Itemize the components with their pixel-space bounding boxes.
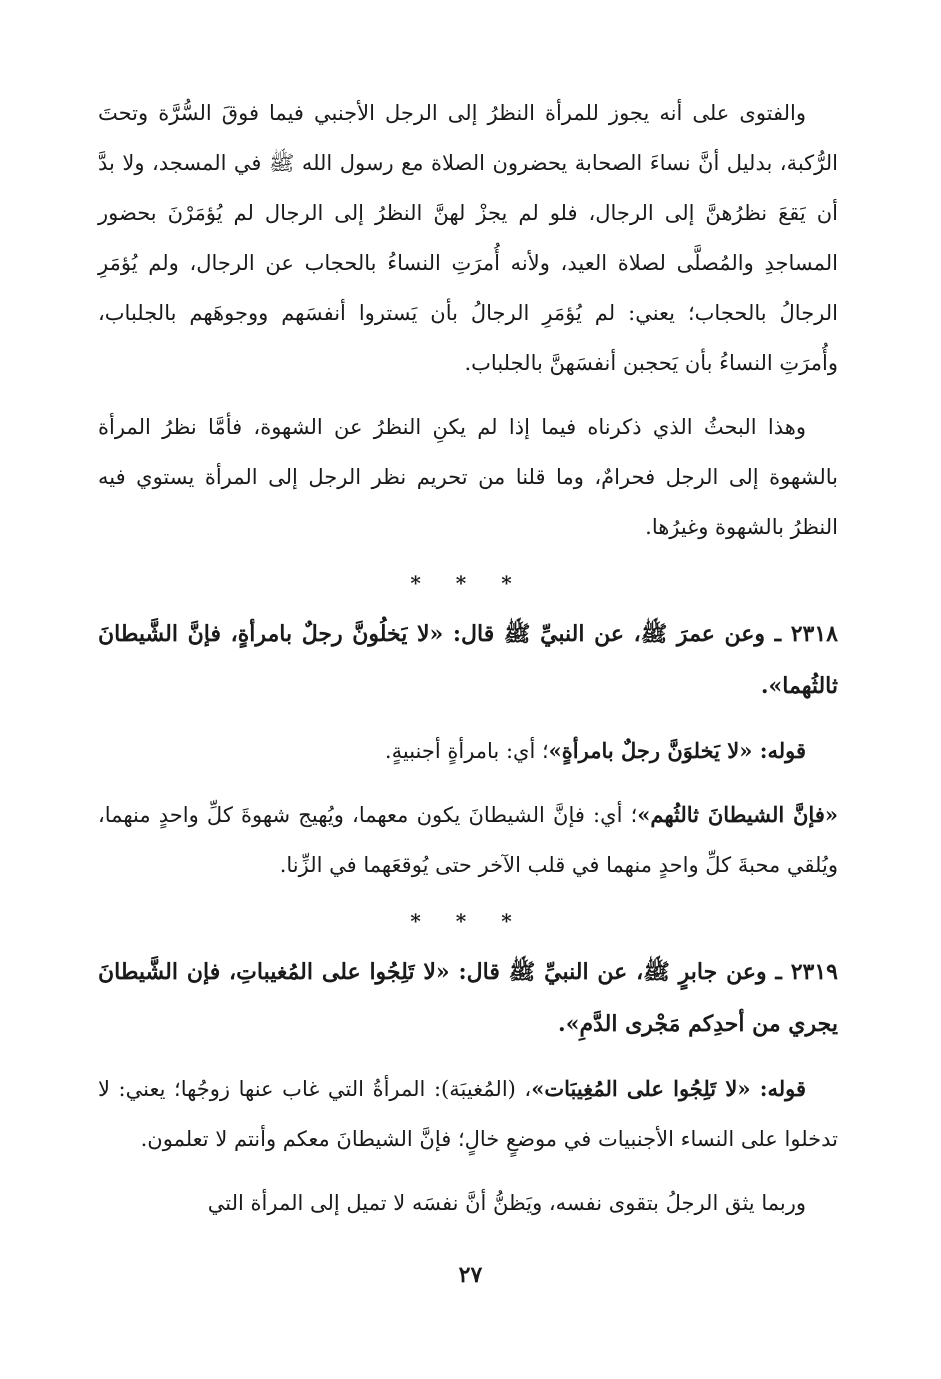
paragraph-discussion: وهذا البحثُ الذي ذكرناه فيما إذا لم يكنِ النظرُ عن الشهوة، فأمَّا نظرُ المرأة بالشهوة إلى الرجل فحرامٌ، وما قلنا من تحريم نظر الرجل إلى المرأة يستوي فيه النظرُ بالشهوة وغيرُها. <box>98 415 838 539</box>
section-separator: * * * <box>410 909 526 933</box>
commentary-quote: قوله: «لا تَلِجُوا على المُغِيبَات» <box>531 1076 806 1101</box>
page-body <box>98 88 838 1242</box>
paragraph-fatwa: والفتوى على أنه يجوز للمرأة النظرُ إلى الرجل الأجنبي فيما فوقَ السُّرَّة وتحتَ الرُّكبة، بدليل أنَّ نساءَ الصحابة يحضرون الصلاة مع رسول الله ﷺ في المسجد، ولا بدَّ أن يَقعَ نظرُهنَّ إلى الرجال، فلو لم يجزْ لهنَّ النظرُ إلى الرجال لم يُؤمَرْنَ بحضور المساجدِ والمُصلَّى لصلاة العيد، ولأنه أُمرَتِ النساءُ بالحجاب عن الرجال، ولم يُؤمَرِ الرجالُ بالحجاب؛ يعني: لم يُؤمَرِ الرجالُ بأن يَستروا أنفسَهم ووجوهَهم بالجلباب، وأُمرَتِ النساءُ بأن يَحجبن أنفسَهنَّ بالجلباب. <box>98 101 838 375</box>
commentary-2319 <box>98 1064 838 1164</box>
commentary-quote: قوله: «لا يَخلوَنَّ رجلٌ بامرأةٍ» <box>548 738 806 763</box>
commentary-text: ؛ أي: فإنَّ الشيطانَ يكون معهما، ويُهيج شهوةَ كلِّ واحدٍ منهما، ويُلقي محبةَ كلِّ واحدٍ منهما في قلب الآخر حتى يُوقعَهما في الزِّنا. <box>98 803 838 877</box>
commentary-2318-a <box>98 726 838 776</box>
commentary-2318-b <box>98 790 838 890</box>
paragraph-continuation: وربما يثق الرجلُ بتقوى نفسه، ويَظنُّ أنَّ نفسَه لا تميل إلى المرأة التي <box>207 1191 806 1215</box>
page-number: ٢٧ <box>458 1262 483 1288</box>
commentary-quote: «فإنَّ الشيطانَ ثالثُهم» <box>637 802 838 827</box>
section-separator: * * * <box>410 571 526 595</box>
commentary-text: ، (المُغيبَة): المرأةُ التي غاب عنها زوجُها؛ يعني: لا تدخلوا على النساء الأجنبيات في موضعٍ خالٍ؛ فإنَّ الشيطانَ معكم وأنتم لا تعلمون. <box>98 1077 838 1151</box>
hadith-2318: ٢٣١٨ ـ وعن عمرَ ﷺ، عن النبيِّ ﷺ قال: «لا يَخلُونَّ رجلٌ بامرأةٍ، فإنَّ الشَّيطانَ ثالثُهما». <box>98 621 838 699</box>
hadith-2319: ٢٣١٩ ـ وعن جابرٍ ﷺ، عن النبيِّ ﷺ قال: «لا تَلِجُوا على المُغيباتِ، فإن الشَّيطانَ يجري من أحدِكم مَجْرى الدَّمِ». <box>98 959 838 1037</box>
commentary-text: ؛ أي: بامرأةٍ أجنبيةٍ. <box>384 739 549 763</box>
